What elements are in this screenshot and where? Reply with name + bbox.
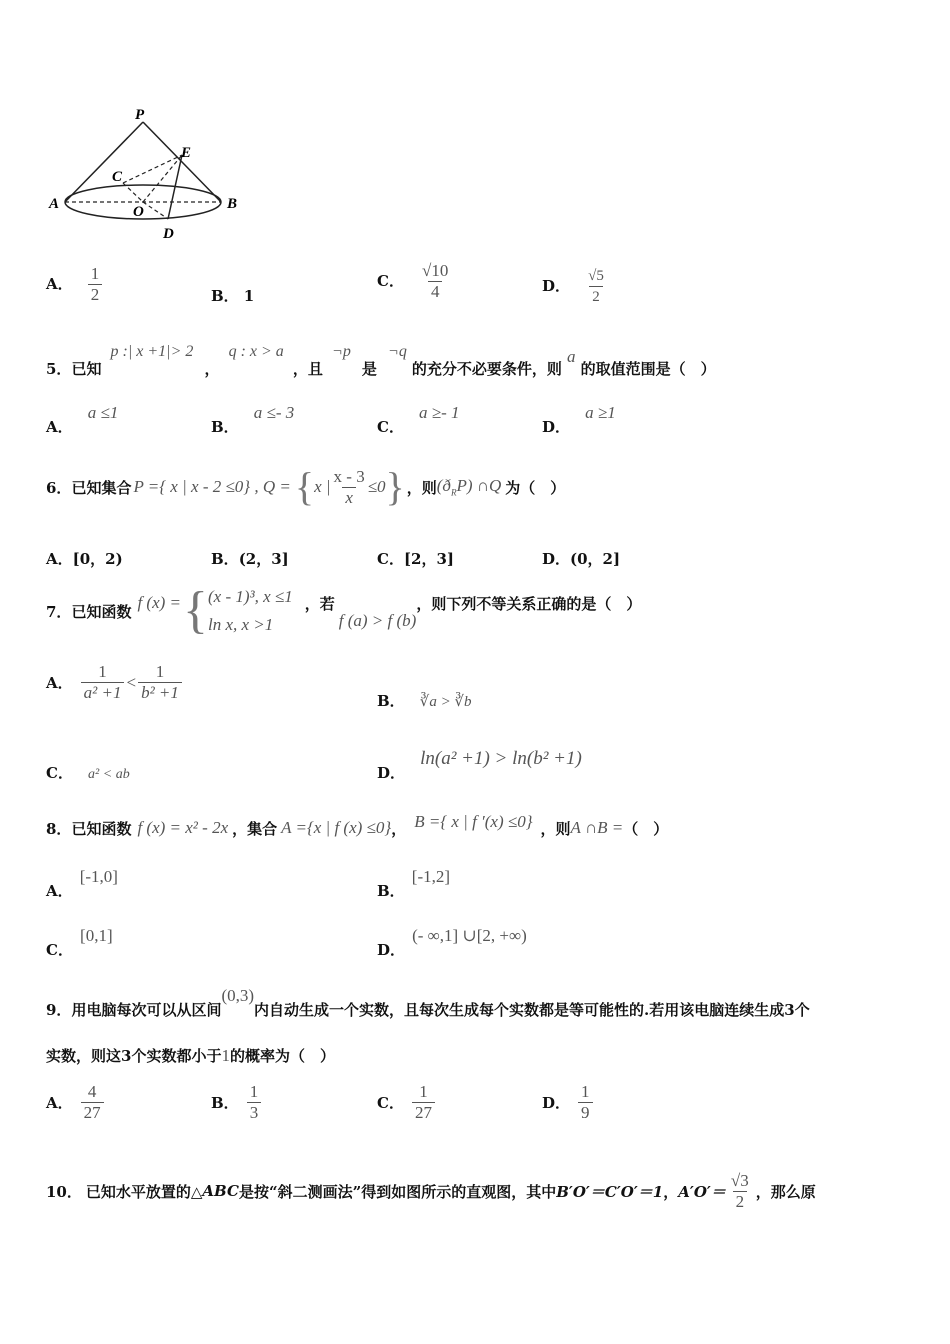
question-number: 5． — [46, 360, 72, 378]
math-fa-fb: f (a) > f (b) — [338, 611, 417, 630]
math-fx: f (x) = — [137, 593, 182, 612]
fraction: $\frac{1}{\text{a² +1}}$ — [81, 662, 125, 703]
set-q-brace: { x | $\frac{x - 3}{x}$ ≤0 } — [294, 464, 405, 509]
option-label: B． — [377, 692, 405, 710]
question-7 — [46, 580, 641, 642]
fraction: $\frac{√10}{4}$ — [422, 261, 449, 301]
fraction: $\frac{1}{\text{b² +1}}$ — [138, 662, 182, 703]
option-math: a ≤1 — [87, 403, 119, 422]
option-label: C． — [377, 272, 404, 290]
math-not-p: ¬p — [332, 343, 351, 360]
option-math: ln(a² +1) > ln(b² +1) — [420, 748, 582, 769]
question-text: ABC — [202, 1182, 239, 1200]
math-set-b: B ={ x | f ′(x) ≤0} — [414, 812, 533, 831]
option-value: 1 — [243, 287, 255, 305]
question-text: （ ） — [623, 819, 669, 838]
option-label: D． — [542, 550, 571, 568]
question-9-line-2 — [46, 1045, 335, 1066]
label-p: P — [135, 107, 145, 123]
option-label: B． — [211, 287, 239, 305]
fraction: $\frac{1}{2}$ — [88, 264, 103, 305]
option-math: a ≤- 3 — [253, 403, 295, 422]
question-text: ，那么原 — [755, 1182, 816, 1201]
less-than: < — [126, 672, 137, 692]
question-text: 是按“斜二测画法”得到如图所示的直观图，其中 — [238, 1182, 557, 1201]
math-complement: $(ð_RP)$ ∩Q — [436, 476, 502, 498]
piecewise-cases: (x - 1)³, x ≤1 ln x, x >1 — [207, 587, 293, 634]
option-label: A． — [46, 275, 73, 293]
question-8 — [46, 808, 668, 848]
math-interval: (0,3) — [221, 986, 255, 1005]
q5-option-a[interactable] — [46, 402, 119, 436]
option-label: B． — [211, 1094, 239, 1112]
option-label: B． — [377, 882, 405, 900]
q6-option-c[interactable] — [377, 548, 454, 569]
question-number: 6． — [46, 478, 72, 497]
question-text: 已知水平放置的△ — [85, 1182, 203, 1201]
question-text: 实数，则这 — [46, 1047, 122, 1065]
q9-option-d[interactable] — [542, 1082, 593, 1123]
cone-edge-pb — [143, 122, 221, 202]
segment-ce — [123, 155, 182, 183]
q5-option-c[interactable] — [377, 402, 460, 436]
q9-option-b[interactable] — [211, 1082, 261, 1123]
math-segments: B′O′＝C′O′＝1 — [556, 1182, 664, 1201]
question-text: 3 — [121, 1047, 132, 1065]
q6-option-a[interactable] — [46, 548, 123, 569]
q8-option-a[interactable] — [46, 866, 118, 900]
label-d: D — [163, 226, 174, 242]
option-value: [0，2) — [72, 550, 123, 568]
question-text: ， — [391, 819, 407, 838]
q4-option-a[interactable] — [46, 264, 102, 305]
question-text: 为（ ） — [505, 478, 566, 497]
question-text: ，则 — [406, 478, 437, 497]
q6-option-d[interactable] — [542, 548, 620, 569]
math-not-q: ¬q — [388, 343, 407, 360]
option-label: A． — [46, 882, 73, 900]
math-ao: A′O′＝ — [678, 1182, 726, 1201]
option-label: D． — [542, 1094, 571, 1112]
option-label: B． — [211, 418, 239, 436]
math-set-p: P ={ x | x - 2 ≤0} , Q = — [133, 477, 291, 496]
option-label: C． — [377, 1094, 404, 1112]
piecewise-brace: { — [183, 582, 208, 639]
question-number: 9． — [46, 1001, 72, 1019]
question-number: 8． — [46, 819, 72, 838]
question-text: 已知函数 — [71, 819, 132, 838]
question-6 — [46, 462, 565, 512]
fraction: $\frac{1}{3}$ — [247, 1082, 262, 1123]
option-math: ∛a > ∛b — [419, 694, 472, 710]
question-text: 用电脑每次可以从区间 — [71, 1001, 222, 1019]
option-label: D． — [377, 941, 406, 959]
math-q: q : x > a — [228, 343, 284, 360]
math-a: a — [567, 347, 576, 366]
option-label: D． — [542, 418, 571, 436]
q8-option-b[interactable] — [377, 866, 451, 900]
question-text: ，集合 — [232, 819, 278, 838]
question-text: 已知函数 — [71, 602, 132, 621]
q8-option-c[interactable] — [46, 925, 113, 959]
q5-option-b[interactable] — [211, 402, 295, 436]
option-label: C． — [377, 418, 404, 436]
question-text: ，若 — [304, 594, 335, 613]
cone-edge-pa — [65, 122, 143, 202]
option-label: D． — [377, 764, 406, 782]
fraction: $\frac{4}{27}$ — [81, 1082, 104, 1123]
option-label: D． — [542, 277, 571, 295]
question-number: 7． — [46, 602, 72, 621]
question-text: 已知 — [71, 360, 102, 378]
option-math: [0,1] — [80, 926, 113, 945]
question-text: ，则 — [540, 819, 571, 838]
label-a: A — [49, 196, 60, 212]
option-label: C． — [377, 550, 404, 568]
question-text: ，则下列不等关系正确的是（ ） — [416, 594, 642, 613]
label-o: O — [133, 204, 144, 220]
option-value: (2，3] — [238, 550, 289, 568]
question-text: ，且 — [292, 360, 323, 378]
option-value: [2，3] — [403, 550, 455, 568]
q7-option-c[interactable] — [46, 762, 130, 783]
option-label: A． — [46, 550, 73, 568]
option-label: C． — [46, 941, 73, 959]
math-set-a: A ={x | f (x) ≤0} — [281, 818, 392, 837]
option-label: A． — [46, 418, 73, 436]
fraction: $\frac{√3}{2}$ — [730, 1170, 749, 1211]
label-b: B — [227, 196, 238, 212]
option-label: B． — [211, 550, 239, 568]
math-p: p :| x +1|> 2 — [110, 343, 194, 360]
question-10 — [46, 1166, 816, 1216]
q7-option-b[interactable] — [377, 690, 472, 711]
option-math: [-1,2] — [411, 867, 451, 886]
option-math: a ≥1 — [585, 403, 616, 422]
fraction: $\frac{√5}{2}$ — [588, 268, 604, 305]
q5-option-d[interactable] — [542, 402, 616, 436]
q9-option-a[interactable] — [46, 1082, 104, 1123]
fraction: $\frac{x - 3}{x}$ — [333, 466, 365, 507]
q4-option-d[interactable] — [542, 266, 607, 307]
option-math: a² < ab — [88, 767, 130, 782]
question-text: 已知集合 — [71, 478, 132, 497]
question-text: 个实数都小于 — [131, 1047, 222, 1065]
question-number: 10． — [46, 1182, 82, 1201]
segment-od — [143, 202, 168, 219]
option-math: (- ∞,1] ∪[2, +∞) — [412, 926, 527, 945]
question-text: 个 — [794, 1001, 810, 1019]
q4-option-c[interactable] — [377, 261, 451, 302]
question-text: 是 — [361, 360, 377, 378]
question-5 — [46, 340, 716, 380]
option-math: a ≥- 1 — [419, 403, 460, 422]
label-c: C — [112, 169, 123, 185]
cone-figure — [45, 105, 245, 245]
math-fx: f (x) = x² - 2x — [137, 818, 229, 837]
math-one: 1 — [221, 1046, 230, 1065]
option-label: A． — [46, 674, 73, 692]
question-text: 的充分不必要条件，则 — [411, 360, 562, 378]
option-label: C． — [46, 764, 73, 782]
option-label: A． — [46, 1094, 73, 1112]
q4-option-b[interactable] — [211, 285, 254, 306]
option-value: (0，2] — [570, 550, 621, 568]
question-text: 的概率为（ ） — [229, 1047, 335, 1065]
option-math: [-1,0] — [79, 867, 118, 886]
question-9-line-1 — [46, 985, 810, 1019]
math-intersection: A ∩B = — [570, 818, 624, 837]
question-text: 3 — [784, 1001, 795, 1019]
q8-option-d[interactable] — [377, 925, 527, 959]
fraction: $\frac{1}{27}$ — [412, 1082, 435, 1123]
question-text: 的取值范围是（ ） — [580, 360, 716, 378]
q9-option-c[interactable] — [377, 1082, 435, 1123]
question-text: ， — [663, 1182, 679, 1201]
question-text: ， — [204, 360, 220, 378]
q7-option-d[interactable] — [377, 748, 582, 782]
fraction: $\frac{1}{9}$ — [578, 1082, 593, 1123]
question-text: 内自动生成一个实数，且每次生成每个实数都是等可能性的.若用该电脑连续生成 — [254, 1001, 785, 1019]
q6-option-b[interactable] — [211, 548, 289, 569]
label-e: E — [181, 145, 192, 161]
q7-option-a[interactable] — [46, 662, 182, 703]
